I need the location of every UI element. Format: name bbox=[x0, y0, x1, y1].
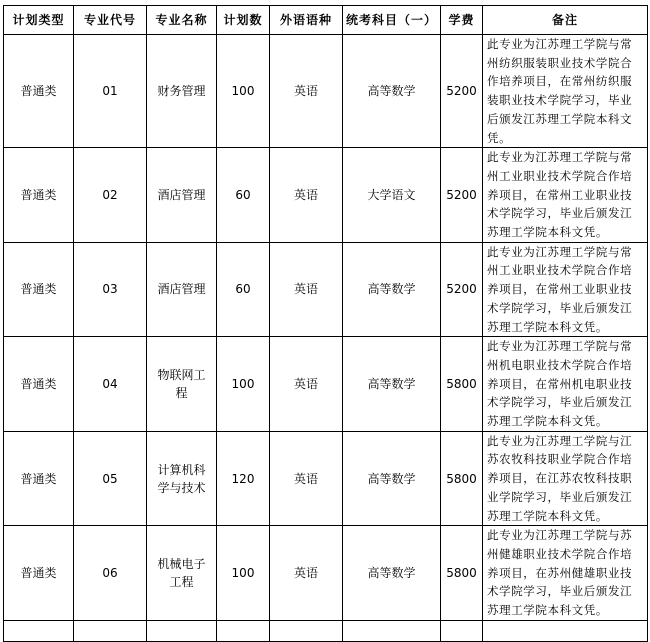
table-row bbox=[4, 526, 648, 621]
major-name-text: 酒店管理 bbox=[157, 282, 206, 297]
table-row bbox=[4, 431, 648, 526]
header-exam-subject: 统考科目（一） bbox=[343, 6, 441, 35]
cell-major-code: 06 bbox=[74, 526, 147, 621]
table-row bbox=[4, 35, 648, 148]
cell-exam-subject: 高等数学 bbox=[343, 526, 441, 621]
cell-foreign-language: 英语 bbox=[270, 242, 343, 337]
table-row bbox=[4, 337, 648, 432]
cell-plan-type: 普通类 bbox=[4, 337, 74, 432]
cell-major-code: 05 bbox=[74, 431, 147, 526]
cell-exam-subject: 高等数学 bbox=[343, 431, 441, 526]
cell-foreign-language: 英语 bbox=[270, 35, 343, 148]
cell-major-code: 01 bbox=[74, 35, 147, 148]
header-plan-type: 计划类型 bbox=[4, 6, 74, 35]
cell-empty bbox=[270, 620, 343, 641]
table-header-row bbox=[4, 6, 648, 35]
cell-empty bbox=[441, 620, 483, 641]
cell-foreign-language: 英语 bbox=[270, 526, 343, 621]
cell-empty bbox=[343, 620, 441, 641]
cell-empty bbox=[217, 620, 270, 641]
cell-tuition: 5200 bbox=[441, 242, 483, 337]
cell-major-code: 02 bbox=[74, 148, 147, 243]
cell-major-name bbox=[147, 148, 217, 243]
cell-remarks: 此专业为江苏理工学院与常州纺织服装职业技术学院合作培养项目，在常州纺织服装职业技术学院学习，毕业后颁发江苏理工学院本科文凭。 bbox=[483, 35, 648, 148]
cell-plan-count: 100 bbox=[217, 35, 270, 148]
cell-empty bbox=[483, 620, 648, 641]
cell-remarks: 此专业为江苏理工学院与苏州健雄职业技术学院合作培养项目，在苏州健雄职业技术学院学习，毕业后颁发江苏理工学院本科文凭。 bbox=[483, 526, 648, 621]
cell-tuition: 5800 bbox=[441, 431, 483, 526]
cell-tuition: 5200 bbox=[441, 148, 483, 243]
cell-remarks: 此专业为江苏理工学院与常州机电职业技术学院合作培养项目，在常州机电职业技术学院学习，毕业后颁发江苏理工学院本科文凭。 bbox=[483, 337, 648, 432]
cell-plan-type: 普通类 bbox=[4, 431, 74, 526]
cell-exam-subject: 大学语文 bbox=[343, 148, 441, 243]
header-remarks: 备注 bbox=[483, 6, 648, 35]
cell-plan-count: 100 bbox=[217, 337, 270, 432]
cell-major-name bbox=[147, 526, 217, 621]
major-name-text: 财务管理 bbox=[157, 84, 206, 99]
header-tuition: 学费 bbox=[441, 6, 483, 35]
cell-empty bbox=[4, 620, 74, 641]
cell-plan-type: 普通类 bbox=[4, 35, 74, 148]
major-name-text: 物联网工程 bbox=[157, 368, 206, 400]
cell-foreign-language: 英语 bbox=[270, 431, 343, 526]
cell-tuition: 5800 bbox=[441, 337, 483, 432]
cell-remarks: 此专业为江苏理工学院与常州工业职业技术学院合作培养项目，在常州工业职业技术学院学习，毕业后颁发江苏理工学院本科文凭。 bbox=[483, 148, 648, 243]
header-foreign-language: 外语语种 bbox=[270, 6, 343, 35]
cell-major-name bbox=[147, 35, 217, 148]
cell-major-code: 04 bbox=[74, 337, 147, 432]
cell-plan-count: 60 bbox=[217, 148, 270, 243]
header-major-name: 专业名称 bbox=[147, 6, 217, 35]
cell-empty bbox=[74, 620, 147, 641]
cell-plan-count: 60 bbox=[217, 242, 270, 337]
cell-major-name bbox=[147, 242, 217, 337]
cell-major-name bbox=[147, 337, 217, 432]
cell-plan-type: 普通类 bbox=[4, 148, 74, 243]
cell-plan-type: 普通类 bbox=[4, 526, 74, 621]
header-major-code: 专业代号 bbox=[74, 6, 147, 35]
cell-exam-subject: 高等数学 bbox=[343, 337, 441, 432]
cell-foreign-language: 英语 bbox=[270, 148, 343, 243]
cell-empty bbox=[147, 620, 217, 641]
enrollment-plan-table bbox=[3, 5, 648, 642]
cell-tuition: 5200 bbox=[441, 35, 483, 148]
cell-remarks: 此专业为江苏理工学院与常州工业职业技术学院合作培养项目，在常州工业职业技术学院学习，毕业后颁发江苏理工学院本科文凭。 bbox=[483, 242, 648, 337]
table-row bbox=[4, 242, 648, 337]
header-plan-count: 计划数 bbox=[217, 6, 270, 35]
cell-major-name bbox=[147, 431, 217, 526]
cell-major-code: 03 bbox=[74, 242, 147, 337]
cell-plan-count: 120 bbox=[217, 431, 270, 526]
major-name-text: 机械电子工程 bbox=[157, 557, 206, 590]
major-name-text: 计算机科学与技术 bbox=[157, 462, 206, 495]
cell-foreign-language: 英语 bbox=[270, 337, 343, 432]
table-row-partial bbox=[4, 620, 648, 641]
major-name-text: 酒店管理 bbox=[157, 187, 206, 202]
cell-plan-count: 100 bbox=[217, 526, 270, 621]
cell-plan-type: 普通类 bbox=[4, 242, 74, 337]
cell-remarks: 此专业为江苏理工学院与江苏农牧科技职业学院合作培养项目，在江苏农牧科技职业学院学习，毕业后颁发江苏理工学院本科文凭。 bbox=[483, 431, 648, 526]
cell-exam-subject: 高等数学 bbox=[343, 242, 441, 337]
cell-tuition: 5800 bbox=[441, 526, 483, 621]
cell-exam-subject: 高等数学 bbox=[343, 35, 441, 148]
table-row bbox=[4, 148, 648, 243]
